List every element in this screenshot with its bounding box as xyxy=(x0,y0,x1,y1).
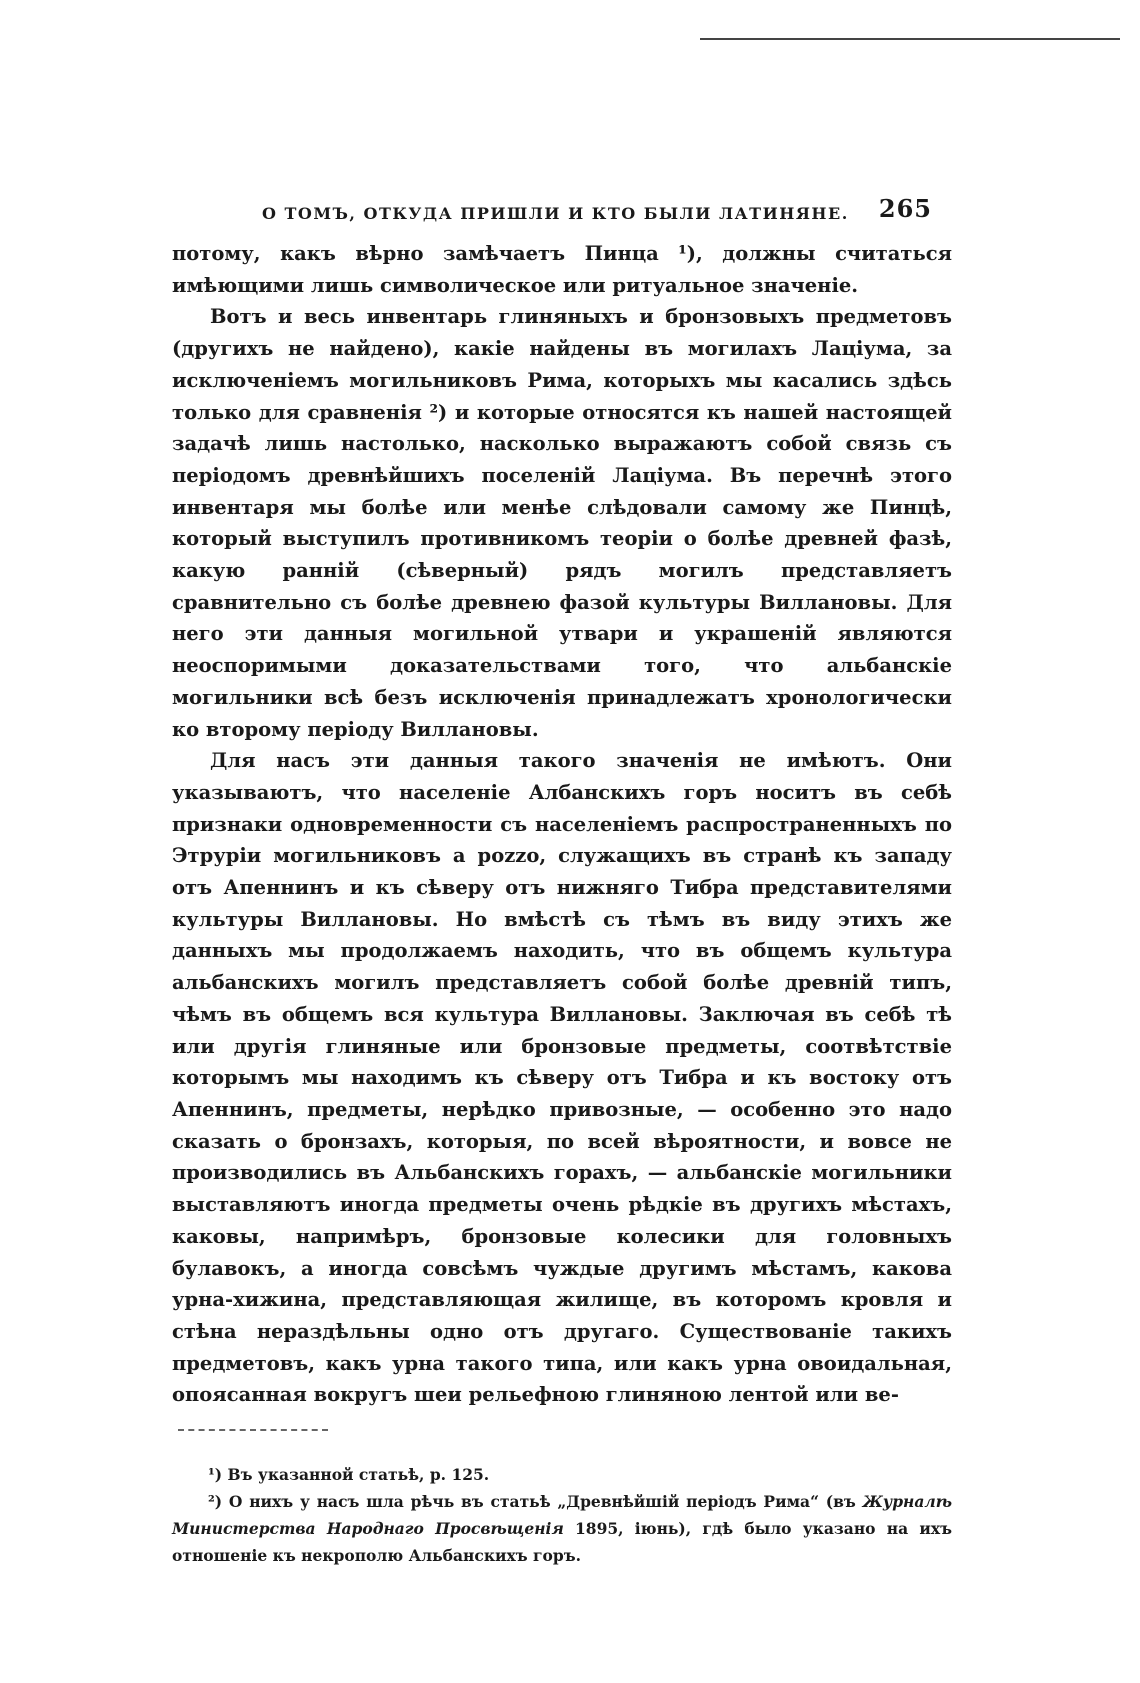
paragraph-continued: потому, какъ вѣрно замѣчаетъ Пинца ¹), должны считаться имѣющими лишь символическое или ритуальное значеніе. xyxy=(172,242,952,297)
body-text xyxy=(172,238,952,1411)
footnote-2 xyxy=(172,1488,952,1569)
running-head xyxy=(172,190,952,230)
footnote-separator xyxy=(178,1429,328,1431)
running-title: О ТОМЪ, ОТКУДА ПРИШЛИ И КТО БЫЛИ ЛАТИНЯНЕ. xyxy=(262,204,849,223)
footnotes xyxy=(172,1461,952,1569)
footnote-2-journal: Журналѣ Министерства Народнаго Просвѣщенія xyxy=(172,1492,952,1539)
top-edge-rule xyxy=(700,38,1120,40)
paragraph: Для насъ эти данныя такого значенія не имѣютъ. Они указываютъ, что населеніе Албанскихъ горъ носитъ въ себѣ признаки одновременности съ населеніемъ распространенныхъ по Этруріи могильниковъ a pozzo, служащихъ въ странѣ къ западу отъ Апеннинъ и къ сѣверу отъ нижняго Тибра представителями культуры Виллановы. Но вмѣстѣ съ тѣмъ въ виду этихъ же данныхъ мы продолжаемъ находить, что въ общемъ культура альбанскихъ могилъ представляетъ собой болѣе древній типъ, чѣмъ въ общемъ вся культура Виллановы. Заключая въ себѣ тѣ или другія глиняные или бронзовые предметы, соотвѣтствіе которымъ мы находимъ къ сѣверу отъ Тибра и къ востоку отъ Апеннинъ, предметы, нерѣдко привозные, — особенно это надо сказать о бронзахъ, которыя, по всей вѣроятности, и вовсе не производились въ Альбанскихъ горахъ, — альбанскіе могильники выставляютъ иногда предметы очень рѣдкіе въ другихъ мѣстахъ, каковы, напримѣръ, бронзовые колесики для головныхъ булавокъ, а иногда совсѣмъ чуждые другимъ мѣстамъ, какова урна-хижина, представляющая жилище, въ которомъ кровля и стѣна нераздѣльны одно отъ другаго. Существованіе такихъ предметовъ, какъ урна такого типа, или какъ урна овоидальная, опоясанная вокругъ шеи рельефною глиняною лентой или ве- xyxy=(172,749,952,1407)
page-number: 265 xyxy=(878,194,932,223)
footnote-2-start: ²) О нихъ у насъ шла рѣчь въ статьѣ „Древнѣйшій періодъ Рима“ (въ xyxy=(208,1492,863,1512)
book-page xyxy=(172,190,952,1569)
footnote-1: ¹) Въ указанной статьѣ, p. 125. xyxy=(208,1465,490,1485)
paragraph: Вотъ и весь инвентарь глиняныхъ и бронзовыхъ предметовъ (другихъ не найдено), какіе найдены въ могилахъ Лаціума, за исключеніемъ могильниковъ Рима, которыхъ мы касались здѣсь только для сравненія ²) и которые относятся къ нашей настоящей задачѣ лишь настолько, насколько выражаютъ собой связь съ періодомъ древнѣйшихъ поселеній Лаціума. Въ перечнѣ этого инвентаря мы болѣе или менѣе слѣдовали самому же Пинцѣ, который выступилъ противникомъ теоріи о болѣе древней фазѣ, какую ранній (сѣверный) рядъ могилъ представляетъ сравнительно съ болѣе древнею фазой культуры Виллановы. Для него эти данныя могильной утвари и украшеній являются неоспоримыми доказательствами того, что альбанскіе могильники всѣ безъ исключенія принадлежатъ хронологически ко второму періоду Виллановы. xyxy=(172,305,952,741)
footnote-2-end: 1895, іюнь), гдѣ было указано на ихъ отношеніе къ некрополю Альбанскихъ горъ. xyxy=(172,1519,952,1566)
